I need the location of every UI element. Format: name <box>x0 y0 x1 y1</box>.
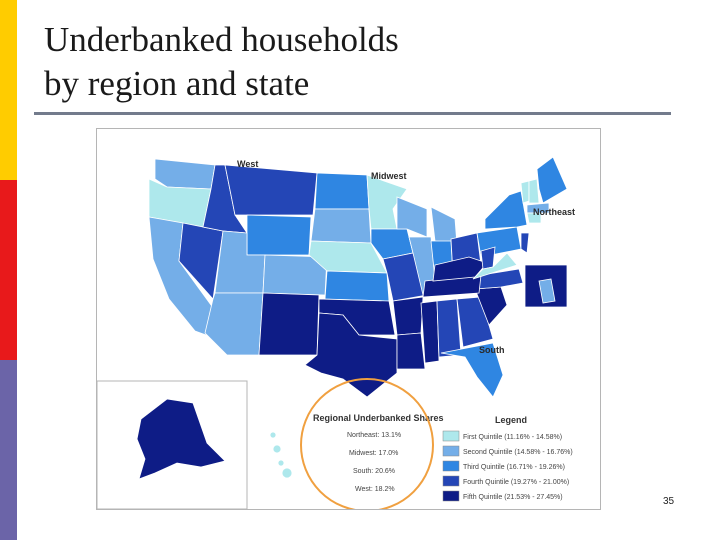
state-wyoming <box>247 215 311 255</box>
us-underbanked-map <box>96 128 601 510</box>
legend-swatch <box>443 446 459 456</box>
state-louisiana <box>397 333 425 369</box>
state-hawaii-1 <box>270 432 276 438</box>
state-new-hampshire <box>529 179 539 203</box>
accent-bar-purple <box>0 360 17 540</box>
legend-label: Fourth Quintile (19.27% - 21.00%) <box>463 479 570 486</box>
state-washington <box>155 159 215 189</box>
legend-swatch <box>443 476 459 486</box>
state-hawaii-4 <box>282 468 292 478</box>
state-alabama <box>437 299 461 357</box>
state-west-virginia <box>481 247 495 269</box>
regional-share-midwest: Midwest: 17.0% <box>349 450 399 457</box>
legend-swatch <box>443 461 459 471</box>
regional-share-west: West: 18.2% <box>355 486 395 493</box>
legend-label: First Quintile (11.16% - 14.58%) <box>463 434 563 441</box>
state-shapes <box>97 157 570 509</box>
regional-shares-title: Regional Underbanked Shares <box>313 413 444 423</box>
state-hawaii-3 <box>278 460 284 466</box>
legend-swatch <box>443 491 459 501</box>
regional-shares-box <box>313 413 444 493</box>
region-label-northeast: Northeast <box>533 207 576 217</box>
title-line-2: by region and state <box>44 64 310 103</box>
region-label-west: West <box>237 159 259 169</box>
title-line-1: Underbanked households <box>44 20 399 59</box>
accent-bar-red <box>0 180 17 360</box>
state-kansas <box>325 271 389 301</box>
regional-share-northeast: Northeast: 13.1% <box>347 432 402 439</box>
state-hawaii-2 <box>273 445 281 453</box>
title-underline <box>34 112 671 115</box>
regional-share-south: South: 20.6% <box>353 468 396 475</box>
legend-label: Second Quintile (14.58% - 16.76%) <box>463 449 573 456</box>
state-south-dakota <box>311 209 371 243</box>
state-arkansas <box>393 297 423 335</box>
legend-title: Legend <box>495 415 528 425</box>
region-label-south: South <box>479 345 505 355</box>
legend-label: Third Quintile (16.71% - 19.26%) <box>463 464 565 471</box>
slide-title <box>44 18 399 106</box>
legend-swatch <box>443 431 459 441</box>
page-number: 35 <box>663 496 675 507</box>
state-maine <box>537 157 567 203</box>
map-svg <box>97 129 600 509</box>
state-new-mexico <box>259 293 319 355</box>
state-montana <box>225 165 317 215</box>
state-arizona <box>205 293 263 355</box>
legend-label: Fifth Quintile (21.53% - 27.45%) <box>463 494 563 501</box>
state-north-dakota <box>315 173 369 209</box>
state-new-jersey <box>521 233 529 253</box>
state-new-york <box>485 191 527 229</box>
region-label-midwest: Midwest <box>371 171 407 181</box>
accent-bar-yellow <box>0 0 17 180</box>
legend <box>443 415 573 501</box>
